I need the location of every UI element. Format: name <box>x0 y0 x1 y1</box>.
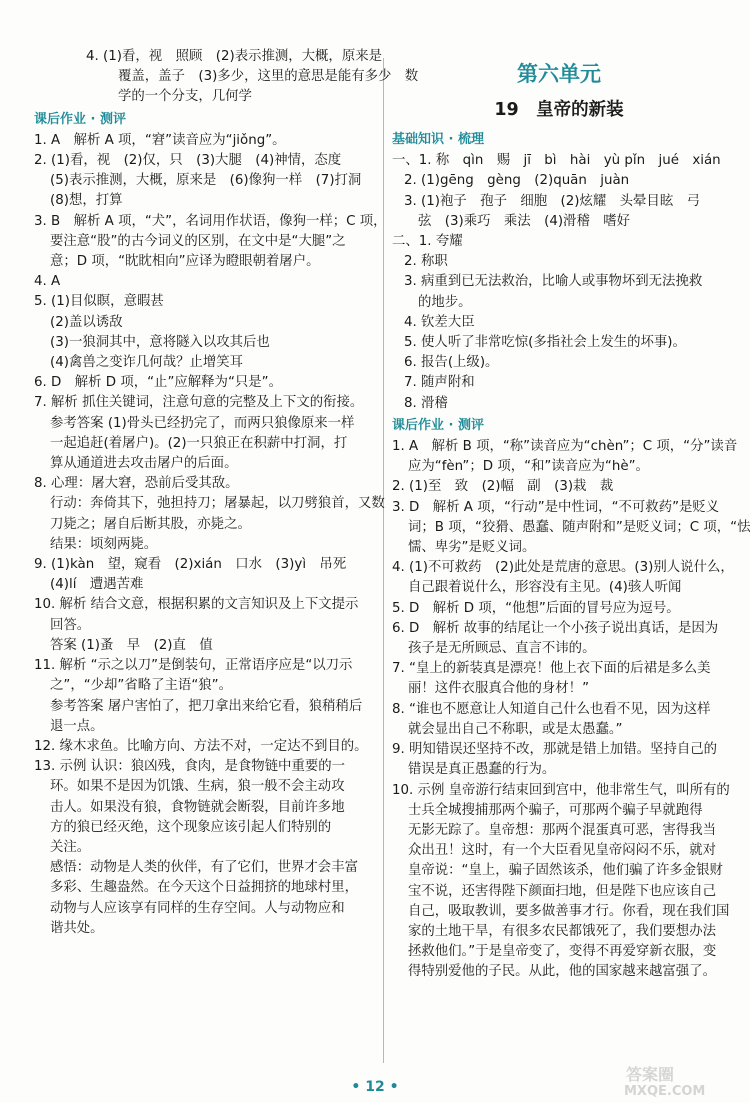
answer-line: 动物与人应该享有同样的生存空间。人与动物应和 <box>50 900 345 916</box>
answer-line: (5)表示推测，大概，原来是 (6)像狗一样 (7)打洞 <box>50 173 362 189</box>
answer-line: 孩子是无所顾忌、直言不讳的。 <box>408 641 596 657</box>
answer-line: 2. 称职 <box>404 254 448 270</box>
answer-line: 宝不说，还害得陛下颜面扫地，但是陛下也应该自己 <box>408 883 716 899</box>
answer-line: 2. (1)gēng gèng (2)quān juàn <box>404 173 630 189</box>
answer-line: 拯救他们。”于是皇帝变了，变得不再爱穿新衣服，变 <box>408 944 717 960</box>
answer-line: 答案 (1)蚤 早 (2)直 值 <box>50 637 213 653</box>
answer-line: 7. 解析 抓住关键词，注意句意的完整及上下文的衔接。 <box>34 395 364 411</box>
watermark-logo: 答案圈 MXQE.COM <box>624 1065 706 1099</box>
answer-line: 11. 解析 “示之以刀”是倒装句，正常语序应是“以刀示 <box>34 658 353 674</box>
answer-line: 学的一个分支，几何学 <box>118 89 252 105</box>
answer-line: (3)一狼洞其中，意将隧入以攻其后也 <box>50 334 270 350</box>
answer-line: 6. 报告(上级)。 <box>404 355 499 371</box>
answer-line: 士兵全城搜捕那两个骗子，可那两个骗子早就跑得 <box>408 802 703 818</box>
answer-line: 4. (1)不可救药 (2)此处是荒唐的意思。(3)别人说什么， <box>392 560 734 576</box>
answer-line: 感悟：动物是人类的伙伴，有了它们，世界才会丰富 <box>50 860 358 876</box>
section-heading: 基础知识 · 梳理 <box>392 132 484 147</box>
column-divider <box>383 58 384 1063</box>
answer-line: 4. (1)看，视 照顾 (2)表示推测，大概，原来是 <box>86 49 382 64</box>
answer-line: 二、1. 夸耀 <box>392 234 463 250</box>
answer-line: 家的土地干旱，有很多农民都饿死了，我们要想办法 <box>408 923 716 939</box>
answer-line: 众出丑！这时，有一个大臣看见皇帝闷闷不乐，就对 <box>408 843 716 859</box>
answer-line: 词；B 项，“狡猾、愚蠢、随声附和”是贬义词；C 项，“怯 <box>408 519 750 535</box>
answer-line: 1. A 解析 B 项，“称”读音应为“chèn”；C 项，“分”读音 <box>392 439 738 455</box>
answer-line: 6. D 解析 故事的结尾让一个小孩子说出真话，是因为 <box>392 620 719 636</box>
answer-line: (4)禽兽之变诈几何哉？止增笑耳 <box>50 355 244 371</box>
answer-line: 3. 病重到已无法救治，比喻人或事物坏到无法挽救 <box>404 274 703 290</box>
answer-line: (8)想，打算 <box>50 193 123 209</box>
lesson-title: 19 皇帝的新装 <box>494 100 624 120</box>
answer-line: 3. D 解析 A 项，“行动”是中性词，“不可救药”是贬义 <box>392 499 720 515</box>
answer-line: 8. 滑稽 <box>404 395 448 411</box>
answer-line: 回答。 <box>50 617 91 633</box>
page-number: • 12 • <box>351 1079 399 1095</box>
answer-line: 参考答案 (1)骨头已经扔完了，而两只狼像原来一样 <box>50 415 355 431</box>
answer-line: 3. B 解析 A 项，“犬”，名词用作状语，像狗一样；C 项， <box>34 213 387 229</box>
answer-line: 行动：奔倚其下，弛担持刀；屠暴起，以刀劈狼首，又数 <box>50 496 385 512</box>
left-column <box>34 47 419 939</box>
answer-line: 的地步。 <box>418 294 472 310</box>
answer-line: 环。如果不是因为饥饿、生病，狼一般不会主动攻 <box>50 779 345 795</box>
answer-line: (4)lí 遭遇苦难 <box>50 577 144 593</box>
answer-line: 4. 钦差大臣 <box>404 314 475 330</box>
answer-line: 2. (1)至 致 (2)幅 副 (3)栽 裁 <box>392 479 614 495</box>
answer-line: 算从通道进去攻击屠户的后面。 <box>50 456 238 472</box>
answer-line: 刀毙之；屠自后断其股，亦毙之。 <box>50 516 251 532</box>
answer-line: 击人。如果没有狼，食物链就会断裂，目前许多地 <box>50 799 345 815</box>
answer-line: 13. 示例 认识：狼凶残，食肉，是食物链中重要的一 <box>34 759 346 775</box>
answer-line: 自己，吸取教训，要多做善事才行。你看，现在我们国 <box>408 903 730 919</box>
answer-line: 应为“fèn”；D 项，“和”读音应为“hè”。 <box>408 459 649 475</box>
answer-line: 7. “皇上的新装真是漂亮！他上衣下面的后裙是多么美 <box>392 661 711 677</box>
answer-line: 皇帝说：“皇上，骗子固然该杀，他们骗了许多金银财 <box>408 863 723 879</box>
section-heading: 课后作业 · 测评 <box>34 111 126 127</box>
answer-line: 4. A <box>34 274 61 290</box>
answer-line: 10. 解析 结合文意，根据积累的文言知识及上下文提示 <box>34 597 359 613</box>
answer-line: 意；D 项，“眈眈相向”应译为瞪眼朝着屠户。 <box>50 254 320 270</box>
answer-line: 就会显出自己不称职，或是太愚蠢。” <box>408 721 623 737</box>
right-column <box>392 60 750 983</box>
answer-line: 9. 明知错误还坚持不改，那就是错上加错。坚持自己的 <box>392 742 718 758</box>
answer-line: 结果：顷刻两毙。 <box>50 536 158 552</box>
answer-line: 一起追赶(着屠户)。(2)一只狼正在积薪中打洞，打 <box>50 435 348 451</box>
answer-line: 一、1. 称 qìn 赐 jī bì hài yù pǐn jué xián <box>392 153 721 169</box>
unit-title: 第六单元 <box>517 62 601 86</box>
answer-line: 自己跟着说什么，形容没有主见。(4)骇人听闻 <box>408 580 682 596</box>
answer-line: 3. (1)袍子 孢子 细胞 (2)炫耀 头晕目眩 弓 <box>404 193 700 209</box>
answer-line: 得特别爱他的子民。从此，他的国家越来越富强了。 <box>408 964 716 980</box>
answer-line: 参考答案 屠户害怕了，把刀拿出来给它看，狼稍稍后 <box>50 698 363 714</box>
answer-line: 5. (1)目似瞑，意暇甚 <box>34 294 164 310</box>
answer-line: 谐共处。 <box>50 920 104 936</box>
answer-line: 12. 缘木求鱼。比喻方向、方法不对，一定达不到目的。 <box>34 738 368 754</box>
answer-line: 8. “谁也不愿意让人知道自己什么也看不见，因为这样 <box>392 701 711 717</box>
answer-line: (2)盖以诱敌 <box>50 314 123 330</box>
answer-line: 7. 随声附和 <box>404 375 475 391</box>
answer-line: 多彩、生趣盎然。在今天这个日益拥挤的地球村里， <box>50 880 358 896</box>
answer-line: 要注意“股”的古今词义的区别，在文中是“大腿”之 <box>50 233 346 249</box>
answer-line: 弦 (3)乘巧 乘法 (4)滑稽 嗜好 <box>418 213 631 229</box>
answer-line: 5. 使人听了非常吃惊(多指社会上发生的坏事)。 <box>404 335 686 351</box>
answer-line: 关注。 <box>50 839 91 855</box>
answer-line: 方的狼已经灭绝，这个现象应该引起人们特别的 <box>50 819 332 835</box>
answer-line: 丽！这件衣服真合他的身材！” <box>408 681 590 697</box>
answer-line: 覆盖，盖子 (3)多少，这里的意思是能有多少 数 <box>118 69 419 85</box>
answer-line: 10. 示例 皇帝游行结束回到宫中，他非常生气，叫所有的 <box>392 782 730 798</box>
answer-line: 懦、卑劣”是贬义词。 <box>408 540 536 556</box>
section-heading: 课后作业 · 测评 <box>392 417 484 433</box>
answer-line: 错误是真正愚蠢的行为。 <box>408 762 556 778</box>
answer-line: 无影无踪了。皇帝想：那两个混蛋真可恶，害得我当 <box>408 822 716 838</box>
answer-line: 9. (1)kàn 望，窥看 (2)xián 口水 (3)yì 吊死 <box>34 557 347 573</box>
answer-line: 8. 心理：屠大窘，恐前后受其敌。 <box>34 476 239 492</box>
answer-line: 6. D 解析 D 项，“止”应解释为“只是”。 <box>34 375 282 391</box>
answer-line: 5. D 解析 D 项，“他想”后面的冒号应为逗号。 <box>392 600 680 616</box>
answer-line: 2. (1)看，视 (2)仅，只 (3)大腿 (4)神情，态度 <box>34 153 342 169</box>
right-body <box>392 130 750 983</box>
answer-line: 1. A 解析 A 项，“窘”读音应为“jiǒng”。 <box>34 132 286 148</box>
answer-line: 退一点。 <box>50 718 104 734</box>
answer-line: 之”，“少却”省略了主语“狼”。 <box>50 678 232 694</box>
